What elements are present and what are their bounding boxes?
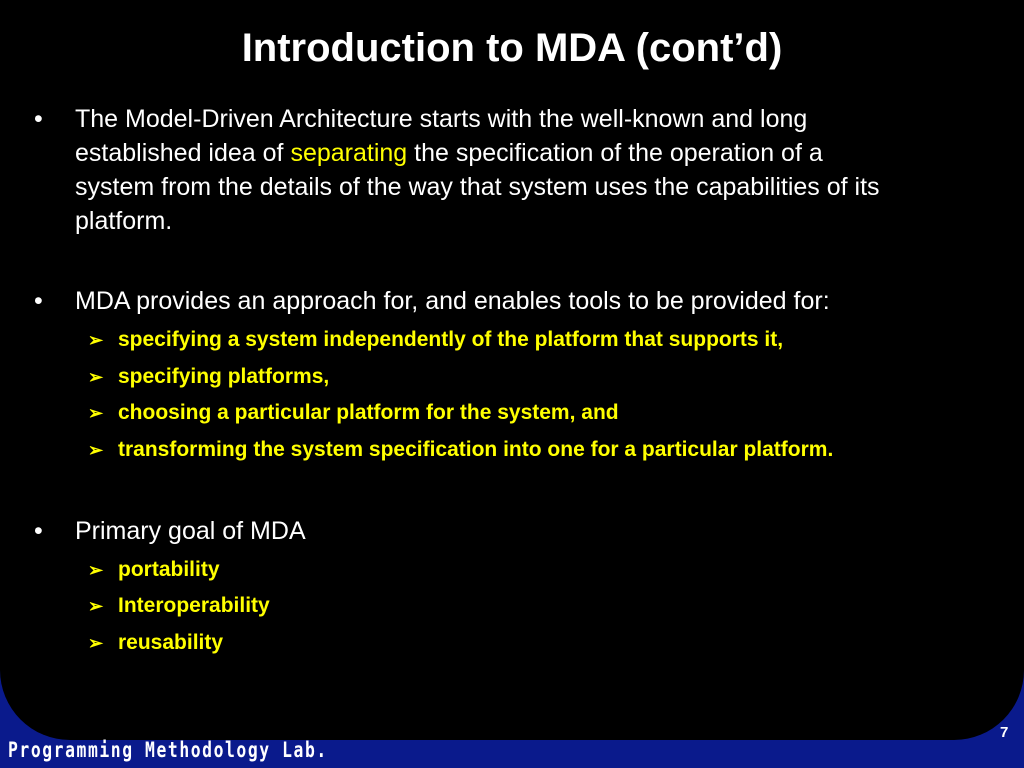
highlight-word: separating: [290, 139, 408, 167]
bullet-text: MDA provides an approach for, and enables tools to be provided for:: [75, 287, 830, 315]
bullet-line: The Model-Driven Architecture starts with the well-known and long: [75, 105, 808, 133]
sub-bullet-text: Interoperability: [118, 594, 270, 617]
sub-bullet-text: reusability: [118, 631, 224, 654]
sub-bullet-text: choosing a particular platform for the system, and: [118, 401, 619, 424]
bullet-line: platform.: [75, 207, 173, 235]
bullet-dot: •: [34, 105, 43, 133]
sub-bullet-4: [88, 436, 833, 464]
sub-bullet-text: specifying platforms,: [118, 365, 330, 388]
bullet-line: [75, 136, 1005, 170]
sub-bullet-1: [88, 326, 783, 354]
sub-bullet-2: [88, 363, 329, 391]
bullet-line: system from the details of the way that system uses the capabilities of its: [75, 173, 880, 201]
sub-bullet-text: portability: [118, 558, 220, 581]
footer-label: Programming Methodology Lab.: [8, 738, 328, 762]
bullet-text: Primary goal of MDA: [75, 517, 306, 545]
sub-bullet-5: [88, 556, 220, 584]
sub-bullet-6: [88, 592, 270, 620]
sub-bullet-3: [88, 399, 619, 427]
arrow-icon: ➢: [88, 403, 104, 423]
sub-bullet-text: specifying a system independently of the platform that supports it,: [118, 328, 784, 351]
sub-bullet-text: transforming the system specification into one for a particular platform.: [118, 438, 834, 461]
sub-bullet-7: [88, 629, 223, 657]
arrow-icon: ➢: [88, 596, 104, 616]
arrow-icon: ➢: [88, 330, 104, 350]
bullet-text: [75, 102, 1005, 238]
page-number: 7: [1000, 724, 1009, 741]
bullet-dot: •: [34, 517, 43, 545]
slide-title: Introduction to MDA (cont’d): [241, 26, 783, 70]
arrow-icon: ➢: [88, 560, 104, 580]
arrow-icon: ➢: [88, 367, 104, 387]
arrow-icon: ➢: [88, 440, 104, 460]
arrow-icon: ➢: [88, 633, 104, 653]
bullet-fragment: the specification of the operation of a: [407, 139, 823, 167]
bullet-dot: •: [34, 287, 43, 315]
bullet-fragment: established idea of: [75, 139, 291, 167]
